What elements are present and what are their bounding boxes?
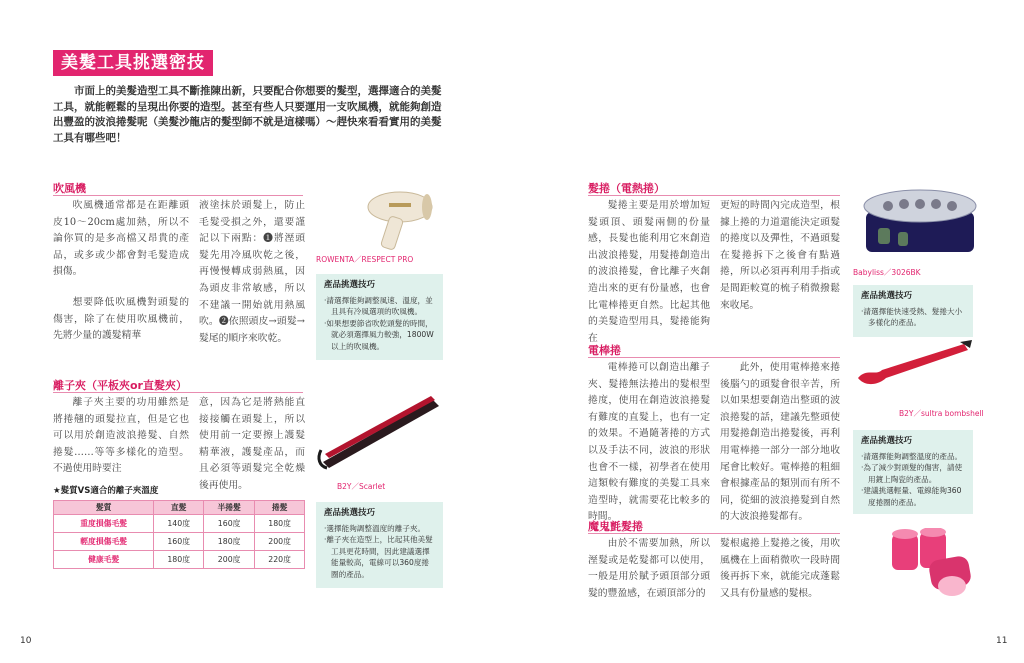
table-header: 半捲髮 <box>204 501 255 515</box>
velcro-text-col1: 由於不需要加熱，所以溼髮或是乾髮都可以使用，一般是用於賦予頭頂部分頭髮的豐盈感，在頭頂部分的 <box>588 538 710 599</box>
tip-item: ‧請選擇能夠調整溫度的產品。 <box>861 451 963 461</box>
iron-text-col2: 意，因為它是將熱能直接接觸在頭髮上，所以使用前一定要擦上護髮精華液，護髮產品，而且必須等頭髮完全乾燥後再使用。 <box>199 397 305 491</box>
section-heading-velcro: 魔鬼氈髮捲 <box>588 518 840 534</box>
temp-table-title: ★髮質VS適合的離子夾溫度 <box>53 486 159 496</box>
curlingwand-text-col1: 電棒捲可以創造出離子夾、髮捲無法捲出的髮根型捲度，使用在創造波浪捲髮有難度的直髮上，也有一定的效果。不過隨著捲的方式以及手法不同，波浪的形狀也會不一樣，初學者在使用這類較有難度的美髮工具來造型時，就需要花比較多的時間。 <box>588 362 710 523</box>
tip-item: ‧選擇能夠調整溫度的離子夾。 <box>324 523 426 533</box>
section-heading-hairdryer: 吹風機 <box>53 180 303 196</box>
page-number-left: 10 <box>20 636 32 646</box>
hairdryer-image <box>345 185 435 255</box>
table-cell: 180度 <box>255 515 305 533</box>
section-heading-hotrollers: 髮捲（電熱捲） <box>588 180 840 196</box>
table-cell: 輕度損傷毛髮 <box>54 533 154 551</box>
hotrollers-tips-box <box>853 285 973 337</box>
hairdryer-text-col1: 吹風機通常都是在距離頭皮10～20cm處加熱，所以不論你買的是多高檔又昂貴的產品，或多或少都會對毛髮造成損傷。 想要降低吹風機對頭髮的傷害，除了在使用吹風機前，先將少量的護髮精華 <box>53 200 189 342</box>
hairdryer-text-col2: 液塗抹於頭髮上，防止毛髮受損之外，還要謹記以下兩點：❶將溼頭髮先用冷風吹乾之後，再慢慢轉成弱熱風，因為頭皮非常敏感，所以不建議一開始就用熱風吹。❷依照頭皮→頭髮→髮尾的順序來吹乾。 <box>199 200 305 344</box>
table-header: 捲髮 <box>255 501 305 515</box>
table-cell: 重度損傷毛髮 <box>54 515 154 533</box>
table-cell: 180度 <box>204 533 255 551</box>
velcro-rollers-image <box>880 528 975 600</box>
tips-title: 產品挑選技巧 <box>324 508 376 518</box>
table-cell: 160度 <box>154 533 204 551</box>
iron-text-col1: 離子夾主要的功用雖然是將捲翹的頭髮拉直，但是它也可以用於創造波浪捲髮、自然捲髮……等等多樣化的造型。不過使用時要注 <box>53 397 189 475</box>
tip-item: ‧請選擇能夠調整風速、溫度，並且具有冷風選項的吹風機。 <box>324 295 433 316</box>
table-cell: 160度 <box>204 515 255 533</box>
tips-title: 產品挑選技巧 <box>861 436 913 446</box>
tip-item: ‧如果想要節省吹乾頭髮的時間，就必須選擇風力較強，1800W以上的吹風機。 <box>324 318 434 351</box>
flat-iron-image <box>315 392 445 472</box>
hot-rollers-image <box>858 180 980 260</box>
table-row <box>54 515 305 533</box>
page-title: 美髮工具挑選密技 <box>53 50 213 76</box>
hairdryer-tips-box <box>316 274 443 360</box>
tips-title: 產品挑選技巧 <box>861 291 913 301</box>
curlingwand-caption: B2Y／sultra bombshell <box>899 409 984 418</box>
table-cell: 健康毛髮 <box>54 551 154 569</box>
section-heading-iron: 離子夾（平板夾or直髮夾） <box>53 377 303 393</box>
table-row <box>54 533 305 551</box>
page-number-right: 11 <box>996 636 1008 646</box>
iron-tips-box <box>316 502 443 588</box>
tips-title: 產品挑選技巧 <box>324 280 376 290</box>
table-row <box>54 551 305 569</box>
hotrollers-text-col1: 髮捲主要是用於增加短髮頭頂、頭髮兩側的份量感，長髮也能利用它來創造出波浪捲髮，用髮捲創造出的波浪捲髮，會比離子夾創造出來的更有份量感，也會比電棒捲更自然。比起其他的美髮造型用具，髮捲能夠在 <box>588 200 710 344</box>
curlingwand-tips-box <box>853 430 973 514</box>
section-heading-curlingwand: 電棒捲 <box>588 342 840 358</box>
table-cell: 140度 <box>154 515 204 533</box>
tip-item: ‧為了減少對頭髮的傷害，請使用鍍上陶瓷的產品。 <box>861 463 963 484</box>
hotrollers-text-col2: 更短的時間內完成造型，根據上捲的力道還能決定頭髮的捲度以及彈性，不過頭髮在髮捲拆下之後會有點過捲，所以必須再利用手指或是間距較寬的梳子稍微撥鬆來收尾。 <box>720 200 840 311</box>
hairdryer-caption: ROWENTA／RESPECT PRO <box>316 255 414 264</box>
tip-item: ‧建議挑選輕量、電線能夠360度捲圈的產品。 <box>861 486 962 507</box>
table-cell: 200度 <box>255 533 305 551</box>
table-cell: 180度 <box>154 551 204 569</box>
table-header: 髮質 <box>54 501 154 515</box>
temp-table <box>53 500 305 569</box>
curling-wand-image <box>852 338 974 398</box>
curlingwand-text-col2: 此外，使用電棒捲來捲後腦勺的頭髮會很辛苦，所以如果想要創造出整頭的波浪捲髮的話，建議先整頭使用髮捲創造出捲髮後，再利用電棒捲一部分一部分地收尾會比較好。電棒捲的粗細會根據產品的類別而有所不同，從細的波浪捲髮到自然的大波浪捲髮都有。 <box>720 362 840 523</box>
velcro-text-col2: 髮根處捲上髮捲之後，用吹風機在上面稍微吹一段時間後再拆下來，就能完成蓬鬆又具有份量感的髮根。 <box>720 538 840 599</box>
table-cell: 220度 <box>255 551 305 569</box>
tip-item: ‧請選擇能快速受熱、髮捲大小多樣化的產品。 <box>861 306 963 327</box>
hotrollers-caption: Babyliss／3026BK <box>853 268 921 277</box>
iron-caption: B2Y／Scarlet <box>337 482 386 491</box>
table-header: 直髮 <box>154 501 204 515</box>
table-cell: 200度 <box>204 551 255 569</box>
tip-item: ‧離子夾在造型上，比起其他美髮工具更花時間，因此建議選擇能量較高，電線可以360度捲圈的產品。 <box>324 535 433 579</box>
intro-paragraph: 市面上的美髮造型工具不斷推陳出新，只要配合你想要的髮型，選擇適合的美髮工具，就能輕鬆的呈現出你要的造型。甚至有些人只要運用一支吹風機，就能夠創造出豐盈的波浪捲髮呢（美髮沙龍店的髮型師不就是這樣嗎）～趕快來看看實用的美髮工具有哪些吧！ <box>53 85 442 144</box>
